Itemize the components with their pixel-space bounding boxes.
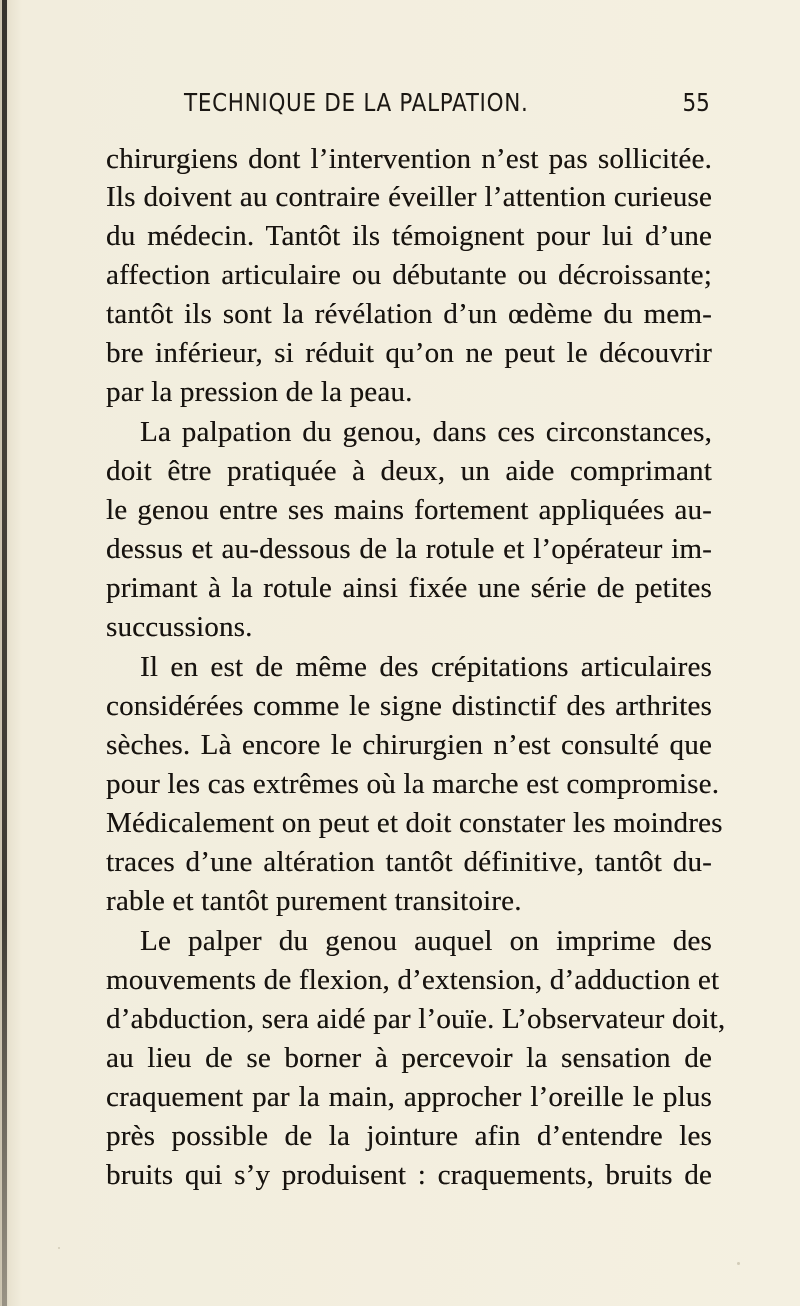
paragraph-4-line-7: bruits qui s’y produisent : craquements, bruits de [106, 1159, 712, 1191]
paragraph-4-line-3: d’abduction, sera aidé par l’ouïe. L’observateur doit, [106, 1003, 726, 1035]
paragraph-3-line-2: considérées comme le signe distinctif des arthrites [106, 690, 712, 722]
paragraph-2-line-4: dessus et au-dessous de la rotule et l’opérateur im- [106, 533, 712, 565]
paragraph-4-line-2: mouvements de flexion, d’extension, d’adduction et [106, 964, 720, 996]
paragraph-2-line-5: primant à la rotule ainsi fixée une série de petites [106, 572, 712, 604]
paragraph-3-line-3: sèches. Là encore le chirurgien n’est consulté que [106, 729, 712, 761]
paragraph-3-line-1: Il en est de même des crépitations articulaires [140, 651, 712, 683]
text-line-3: du médecin. Tantôt ils témoignent pour lui d’une [106, 220, 712, 252]
paper-speck [737, 1262, 740, 1265]
running-header [106, 88, 710, 124]
page-number: 55 [682, 88, 710, 117]
text-line-5: tantôt ils sont la révélation d’un œdème du mem- [106, 298, 712, 330]
paragraph-2-line-3: le genou entre ses mains fortement appliquées au- [106, 494, 712, 526]
text-line-7: par la pression de la peau. [106, 376, 413, 408]
paper-speck [58, 1247, 60, 1249]
body-text [106, 142, 726, 1212]
page-header-title: TECHNIQUE DE LA PALPATION. [184, 88, 529, 117]
text-line-1: chirurgiens dont l’intervention n’est pas sollicitée. [106, 143, 712, 175]
paragraph-2-line-6: succussions. [106, 611, 253, 643]
paragraph-3-line-4: pour les cas extrêmes où la marche est compromise. [106, 768, 720, 800]
paragraph-4-line-1: Le palper du genou auquel on imprime des [140, 925, 712, 957]
paragraph-2-line-2: doit être pratiquée à deux, un aide comprimant [106, 455, 712, 487]
paragraph-3-line-7: rable et tantôt purement transitoire. [106, 885, 522, 917]
text-line-2: Ils doivent au contraire éveiller l’attention curieuse [106, 181, 712, 213]
paragraph-3-line-5: Médicalement on peut et doit constater les moindres [106, 807, 723, 839]
paragraph-2-line-1: La palpation du genou, dans ces circonstances, [140, 416, 712, 448]
text-line-4: affection articulaire ou débutante ou décroissante; [106, 259, 712, 291]
paragraph-4-line-5: craquement par la main, approcher l’oreille le plus [106, 1081, 712, 1113]
page-binding-edge [2, 0, 7, 1306]
paragraph-4-line-6: près possible de la jointure afin d’entendre les [106, 1120, 712, 1152]
paragraph-4-line-4: au lieu de se borner à percevoir la sensation de [106, 1042, 712, 1074]
text-line-6: bre inférieur, si réduit qu’on ne peut le découvrir [106, 337, 712, 369]
paragraph-3-line-6: traces d’une altération tantôt définitive, tantôt du- [106, 846, 712, 878]
